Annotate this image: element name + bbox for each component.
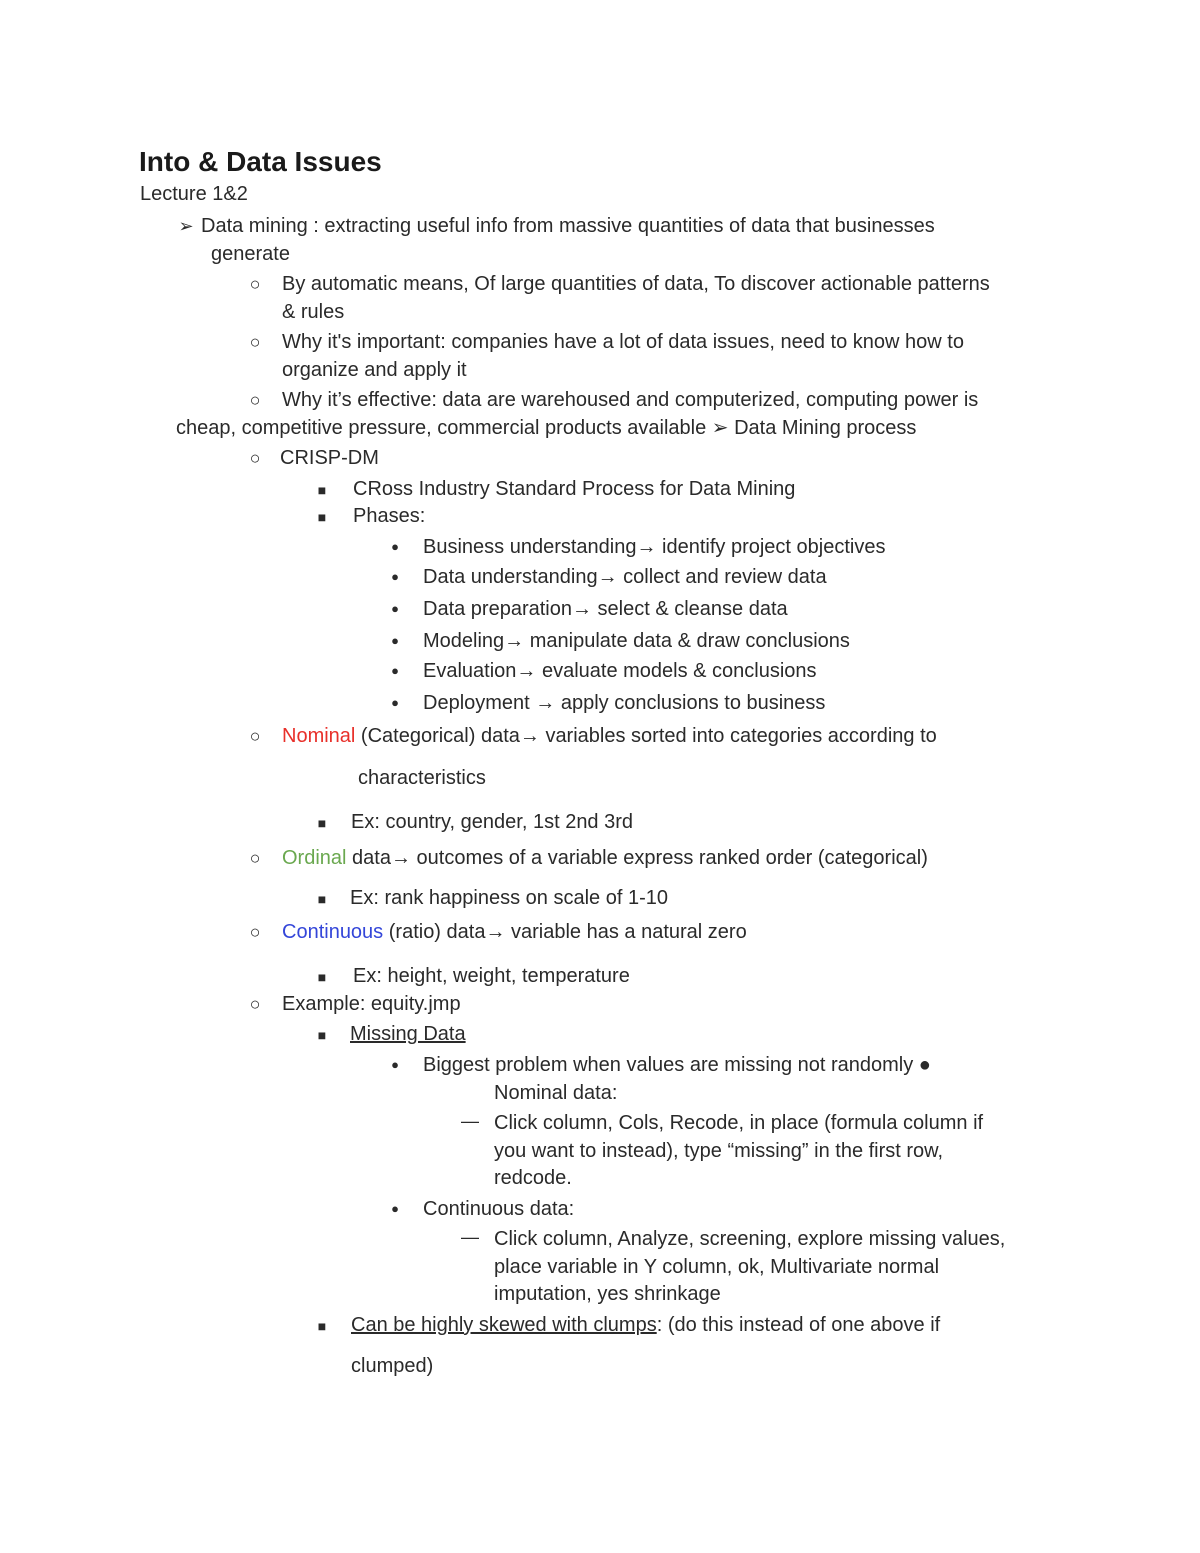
list-item: Phases:	[353, 505, 426, 527]
circle-bullet-icon: ○	[249, 390, 261, 410]
dot-bullet-icon: ●	[391, 695, 399, 710]
ordinal-definition: data→ outcomes of a variable express ranked order (categorical)	[346, 847, 928, 869]
list-item: Continuous data:	[423, 1198, 575, 1220]
document-title: Into & Data Issues	[139, 146, 382, 177]
list-item: Evaluation→ evaluate models & conclusions	[423, 660, 817, 682]
square-bullet-icon: ■	[317, 1318, 327, 1334]
list-item: Data mining : extracting useful info from massive quantities of data that businesses	[201, 215, 935, 237]
continuous-term: Continuous	[282, 921, 384, 943]
list-item: Ex: rank happiness on scale of 1-10	[350, 887, 668, 909]
dash-bullet-icon: —	[461, 1111, 479, 1131]
list-item-continuation: redcode.	[494, 1167, 572, 1189]
list-item-continuation: & rules	[282, 301, 345, 323]
square-bullet-icon: ■	[317, 815, 327, 831]
list-item: By automatic means, Of large quantities of data, To discover actionable patterns	[282, 273, 990, 295]
square-bullet-icon: ■	[317, 1027, 327, 1043]
list-item	[282, 846, 928, 870]
dot-bullet-icon: ●	[391, 1057, 399, 1072]
circle-bullet-icon: ○	[249, 726, 261, 746]
square-bullet-icon: ■	[317, 891, 327, 907]
continuous-definition: (ratio) data→ variable has a natural zero	[383, 921, 747, 943]
list-item-continuation: clumped)	[351, 1355, 434, 1377]
ordinal-term: Ordinal	[282, 847, 347, 869]
list-item-continuation: you want to instead), type “missing” in the first row,	[494, 1140, 944, 1162]
nominal-definition: (Categorical) data→ variables sorted into categories according to	[355, 725, 937, 747]
lecture-label: Lecture 1&2	[140, 183, 248, 205]
list-item	[282, 724, 937, 748]
list-item: Why it’s effective: data are warehoused and computerized, computing power is	[282, 389, 979, 411]
arrow-bullet-icon: ➢	[178, 216, 194, 236]
list-item: Data understanding→ collect and review data	[423, 566, 827, 588]
square-bullet-icon: ■	[317, 969, 327, 985]
list-item-continuation: Nominal data:	[494, 1082, 618, 1104]
list-item: Ex: country, gender, 1st 2nd 3rd	[351, 811, 634, 833]
list-item: CRISP-DM	[280, 447, 379, 469]
list-item-continuation: organize and apply it	[282, 359, 467, 381]
missing-data-heading: Missing Data	[350, 1023, 466, 1045]
dot-bullet-icon: ●	[391, 663, 399, 678]
list-item: CRoss Industry Standard Process for Data Mining	[353, 478, 796, 500]
dot-bullet-icon: ●	[391, 633, 399, 648]
list-item: Why it's important: companies have a lot of data issues, need to know how to	[282, 331, 964, 353]
list-item-continuation: generate	[211, 243, 290, 265]
list-item: Example: equity.jmp	[282, 993, 461, 1015]
circle-bullet-icon: ○	[249, 332, 261, 352]
dot-bullet-icon: ●	[391, 1201, 399, 1216]
list-item-continuation: place variable in Y column, ok, Multivariate normal	[494, 1256, 940, 1278]
list-item	[282, 920, 747, 944]
list-item: Modeling→ manipulate data & draw conclusions	[423, 630, 850, 652]
list-item: Click column, Analyze, screening, explore missing values,	[494, 1228, 1006, 1250]
list-item-continuation: imputation, yes shrinkage	[494, 1283, 721, 1305]
square-bullet-icon: ■	[317, 509, 327, 525]
circle-bullet-icon: ○	[249, 922, 261, 942]
list-item: Data preparation→ select & cleanse data	[423, 598, 788, 620]
circle-bullet-icon: ○	[249, 274, 261, 294]
list-item: Biggest problem when values are missing not randomly ●	[423, 1054, 931, 1076]
list-item: Deployment → apply conclusions to business	[423, 692, 826, 714]
list-item: Business understanding→ identify project objectives	[423, 536, 886, 558]
skewed-heading: Can be highly skewed with clumps	[351, 1314, 657, 1336]
dot-bullet-icon: ●	[391, 539, 399, 554]
circle-bullet-icon: ○	[249, 994, 261, 1014]
dash-bullet-icon: —	[461, 1227, 479, 1247]
skewed-note: : (do this instead of one above if	[656, 1314, 941, 1336]
circle-bullet-icon: ○	[249, 448, 261, 468]
list-item: Click column, Cols, Recode, in place (formula column if	[494, 1112, 984, 1134]
dot-bullet-icon: ●	[391, 601, 399, 616]
list-item: Ex: height, weight, temperature	[353, 965, 630, 987]
square-bullet-icon: ■	[317, 482, 327, 498]
list-item-continuation: cheap, competitive pressure, commercial products available ➢ Data Mining process	[176, 417, 917, 439]
list-item	[351, 1313, 940, 1337]
nominal-term: Nominal	[282, 725, 356, 747]
circle-bullet-icon: ○	[249, 848, 261, 868]
dot-bullet-icon: ●	[391, 569, 399, 584]
list-item-continuation: characteristics	[358, 767, 486, 789]
